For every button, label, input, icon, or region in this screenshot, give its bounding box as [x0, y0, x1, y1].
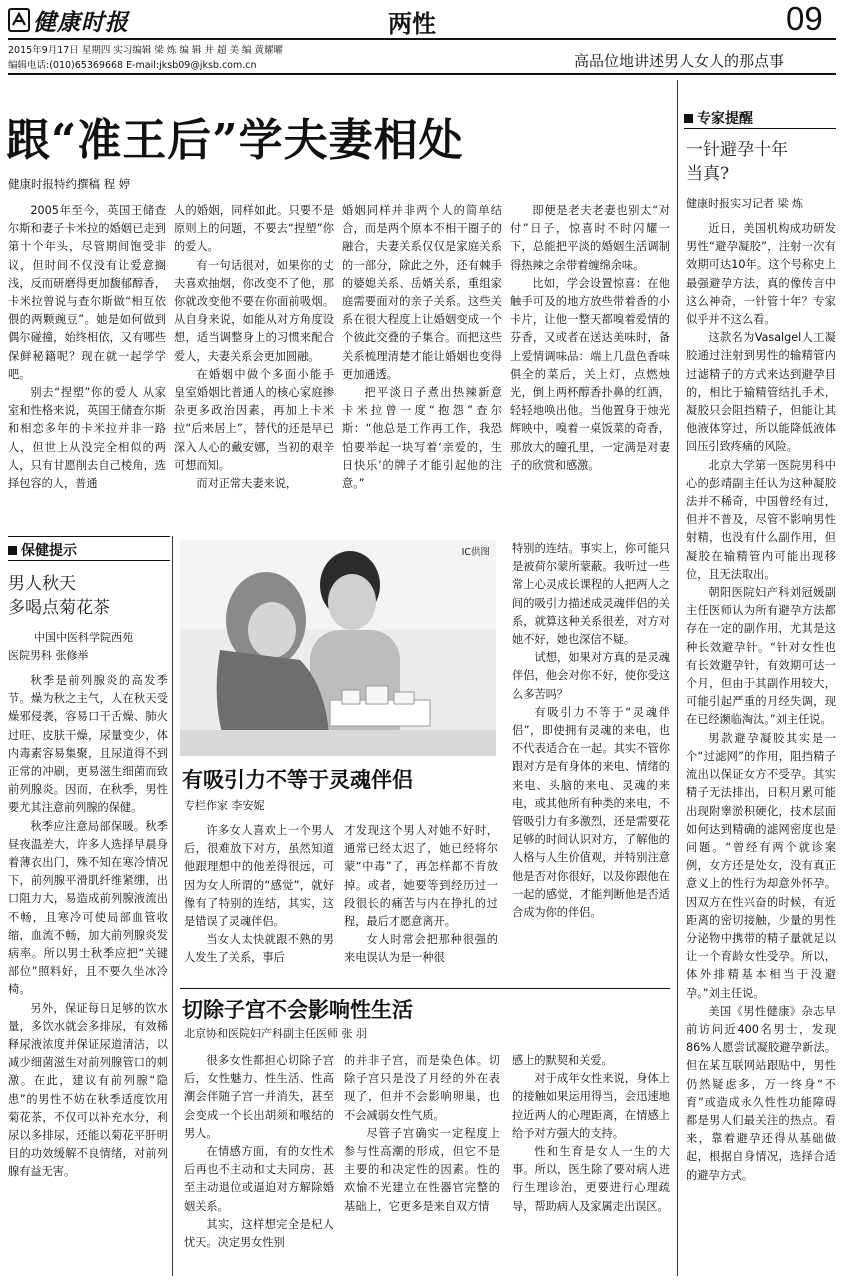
section-rule [684, 128, 836, 129]
section-rule [8, 560, 170, 561]
section-label-text: 保健提示 [21, 543, 77, 559]
paragraph: 2005年至今，英国王储查尔斯和妻子卡米拉的婚姻已走到第十个年头，尽管期间饱受非议，但时间不仅没有让爱意搁浅，反而研磨得更加馥郁醇香，卡米拉曾说与查尔斯做“相互依偎的两颗豌豆”。她是如何做到偶尔碰撞，始终相依，又有哪些保鲜秘籍呢？现在就一起学学吧。 [8, 204, 166, 381]
article3-col-1 [184, 1052, 334, 1276]
paragraph: 朝阳医院妇产科刘冠媛副主任医师认为所有避孕方法都存在一定的副作用，尤其是这种长效避孕针。“针对女性也有长效避孕针，有效期可达一个月，但由于其副作用较大，可能引起严重的月经失调，现在已经濒临淘汰。”刘主任说。 [686, 586, 836, 727]
paragraph: 美国《男性健康》杂志早前访问近400名男士，发现86%人愿尝试凝胶避孕新法。但在某互联网站跟贴中，男性仍然疑虑多，万一终身“不育”或造成永久性性功能障碍都是男人们最关注的热点。看来，靠着避孕还得从基础做起，根据自身情况，选择合适的避孕方式。 [686, 1004, 836, 1182]
expert-byline: 健康时报实习记者 梁 炼 [686, 197, 803, 210]
column-divider [172, 536, 173, 1276]
paragraph: 试想，如果对方真的是灵魂伴侣，他会对你不好，使你受这么多苦吗？ [512, 651, 670, 701]
column-divider [677, 80, 678, 1276]
contact-line: 编辑电话:(010)65369668 E-mail:jksb09@jksb.com.cn [8, 60, 257, 71]
square-bullet-icon [684, 114, 693, 123]
date-line: 2015年9月17日 星期四 实习编辑 梁 炼 编 辑 井 超 美 编 黄耀曜 [8, 45, 284, 56]
paragraph: 尽管子宫确实一定程度上参与性高潮的形成，但它不是主要的和决定性的因素。性的欢愉不光建立在性器官完整的基础上，它更多是来自双方情 [344, 1126, 500, 1213]
main-col-3 [342, 202, 502, 534]
article2-headline: 有吸引力不等于灵魂伴侣 [182, 767, 413, 792]
main-col-2 [174, 202, 334, 534]
paragraph: 秋季是前列腺炎的高发季节。燥为秋之主气，人在秋天受燥邪侵袭，容易口干舌燥、肺火过旺、皮肤干燥，尿量变少，体内毒素容易集聚，且尿道得不到正常的冲刷，更易滋生细菌而致前列腺炎。因而，在秋季，男性要尤其注意前列腺的保健。 [8, 674, 168, 815]
paragraph: 女人时常会把那种很强的来电误认为是一种很 [344, 933, 498, 965]
tagline: 高品位地讲述男人女人的那点事 [574, 52, 785, 70]
paragraph: 才发现这个男人对她不好时，通常已经太迟了，她已经将尔蒙“中毒”了，再怎样都不肯放掉。或者，她要等到经历过一段很长的痛苦与内在挣扎的过程，最后才愿意离开。 [344, 824, 498, 929]
main-headline: 跟“准王后”学夫妻相处 [6, 115, 464, 166]
paragraph: 其实，这样想完全是杞人忧天。决定男女性别 [184, 1217, 334, 1250]
paragraph: 性和生育是女人一生的大事。所以，医生除了要对病人进行生理诊治，更要进行心理疏导，帮助病人及家属走出误区。 [512, 1145, 670, 1213]
paragraph: 人的婚姻，同样如此。只要不是原则上的问题，不要去“捏塑”你的爱人。 [174, 204, 334, 254]
article2-byline: 专栏作家 李安妮 [184, 799, 265, 812]
paragraph: 比如，学会设置惊喜：在他触手可及的地方放些带着香的小卡片，让他一整天都嗅着爱情的芬香，又或者在送达美味时，备上爱情调味品：端上几盘色香味俱全的菜后，关上灯，点燃烛光，倒上两杯醇香扑鼻的红酒，轻轻地唤出他。当他置身于烛光辉映中，嗅着一桌饭菜的奇香，那放大的瞳孔里，一定满是对妻子的欣赏和感激。 [510, 276, 670, 472]
paragraph: 这款名为Vasalgel人工凝胶通过注射到男性的输精管内过滤精子的方式来达到避孕目的，相比于输精管结扎手术，凝胶只会阻挡精子，但能让其他液体穿过，所以能降低液体回压引致疼痛的风险。 [686, 331, 836, 454]
paragraph: 男款避孕凝胶其实是一个“过滤网”的作用，阻挡精子流出以保证女方不受孕。其实精子无法排出，日积月累可能出现附睾淤积硬化，技术层面如何达到精确的滤网密度也是问题。“曾经有两个就诊案例，女方还是处女，没有真正意义上的性行为却意外怀孕。因双方在性兴奋的时候，有近距离的密切接触，少量的男性分泌物中携带的精子量就足以让一个育龄女性受孕。所以，体外排精基本相当于没避孕。”刘主任说。 [686, 731, 836, 1000]
paragraph: 北京大学第一医院男科中心的彭靖副主任认为这种凝胶法并不稀奇，中国曾经有过，但并不普及，尽管不影响男性射精，也没有什么副作用，但凝胶在输精管内可能出现移位，且无法取出。 [686, 458, 836, 581]
paragraph: 特别的连结。事实上，你可能只是被荷尔蒙所蒙蔽。我听过一些常上心灵成长课程的人把两人之间的吸引力描述成灵魂伴侣的关系，就算这种关系很差，对方对她不好，她也深信不疑。 [512, 542, 670, 647]
article2-col-1 [184, 822, 334, 982]
paragraph: 别去“捏塑”你的爱人 从家室和性格来说，英国王储查尔斯和相恋多年的卡米拉并非一路人，但世上从没完全相似的两人，只有甘愿削去自己棱角，选择包容的人，普通 [8, 386, 166, 491]
expert-section-label [684, 108, 753, 128]
health-section-label [8, 540, 77, 560]
paragraph: 有吸引力不等于“灵魂伴侣”，即使拥有灵魂的来电，也不代表适合在一起。其实不管你跟对方是有身体的来电、情绪的来电、头脑的来电、灵魂的来电，或其他所有种类的来电，不管吸引力有多激烈，还是需要花足够的时间认识对方，了解他的人格与人生价值观，并特别注意他是否对你很好，以及你跟他在一起的感觉，才能判断他是否适合成为你的伴侣。 [512, 705, 670, 920]
paragraph: 感上的默契和关爱。 [512, 1054, 613, 1067]
paragraph: 而对正常夫妻来说， [196, 477, 298, 491]
logo-emblem-icon [8, 8, 30, 32]
paragraph: 在婚姻中做个多面小能手 皇室婚姻比普通人的核心家庭掺杂更多政治因素，再加上卡米拉“后来居上”，替代的还是早已深入人心的戴安娜，当初的艰辛可想而知。 [174, 367, 334, 472]
expert-title-line-1: 一针避孕十年 [686, 140, 788, 160]
paragraph: 在情感方面，有的女性术后再也不主动和丈夫同房，甚至主动退位或逼迫对方解除婚姻关系。 [184, 1145, 334, 1213]
paragraph: 婚姻同样并非两个人的简单结合，而是两个原本不相干圈子的融合，夫妻关系仅仅是家庭关系的一部分，除此之外，还有棘手的婆媳关系、岳婿关系，重组家庭需要面对的亲子关系。这些关系在很大程度上让婚姻变成一个个彼此交叠的子集合。而把这些关系梳理清楚才能让婚姻也变得更加通透。 [342, 204, 502, 381]
paragraph: 即便是老夫老妻也别太“对付”日子，惊喜时不时闪耀一下，总能把平淡的婚姻生活调制得热辣之余带着缠绵余味。 [510, 204, 670, 272]
paragraph: 当女人太快就跟不熟的男人发生了关系，事后 [184, 933, 334, 965]
logo-text: 健康时报 [33, 8, 129, 36]
couple-photo [180, 540, 496, 756]
health-text [8, 672, 168, 1276]
health-byline-1: 中国中医科学院西苑 [34, 631, 133, 644]
left-section-top-rule [8, 536, 170, 537]
article-separator [180, 988, 670, 989]
health-byline-2: 医院男科 张修举 [8, 649, 89, 662]
masthead-bottom-rule [8, 73, 836, 75]
paragraph: 近日，美国机构成功研发男性“避孕凝胶”，注射一次有效期可达10年。这个号称史上最强避孕方法，真的像传言中这么神奇，一针管十年？专家似乎并不这么看。 [686, 222, 836, 327]
article2-col-3 [512, 540, 670, 980]
health-title-line-2: 多喝点菊花茶 [8, 598, 110, 618]
photo-credit: IC供图 [461, 547, 490, 558]
paragraph: 许多女人喜欢上一个男人后，很难放下对方，虽然知道他跟理想中的他差得很远，可因为女人所谓的“感觉”，就好像有了特别的连结，其实，这是错误了灵魂伴侣。 [184, 824, 334, 929]
main-byline: 健康时报特约撰稿 程 婷 [8, 177, 131, 191]
expert-title-line-2: 当真? [686, 164, 730, 184]
paragraph: 很多女性都担心切除子宫后，女性魅力、性生活、性高潮会伴随子宫一并消失，甚至会变成一个长出胡须和喉结的男人。 [184, 1054, 334, 1140]
article3-col-2 [344, 1052, 500, 1276]
article3-col-3 [512, 1052, 670, 1276]
masthead [0, 0, 844, 76]
expert-text [686, 220, 836, 1276]
paragraph: 的并非子宫，而是染色体。切除子宫只是没了月经的外在表现了，但并不会影响卵巢，也不会减弱女性气质。 [344, 1054, 500, 1122]
paragraph: 有一句话很对，如果你的丈夫喜欢抽烟，你改变不了他，那你就改变他不要在你面前吸烟。从自身来说，如能从对方角度设想，适当调整身上的习惯来配合爱人，夫妻关系会更加圆融。 [174, 258, 334, 363]
article3-headline: 切除子宫不会影响性生活 [182, 997, 413, 1022]
section-title: 两性 [388, 9, 436, 38]
square-bullet-icon [8, 546, 17, 555]
health-title-line-1: 男人秋天 [8, 574, 76, 594]
paragraph: 另外，保证每日足够的饮水量，多饮水就会多排尿，有效稀释尿液浓度并保证尿道清洁，以减少细菌滋生对前列腺管口的刺激。在此，建议有前列腺“隐患”的男性不妨在秋季适度饮用菊花茶，不仅可以补充水分，利尿以多排尿，还能以菊花平肝明目的功效缓解不良情绪，对前列腺有益无害。 [8, 1001, 168, 1179]
article3-byline: 北京协和医院妇产科副主任医师 张 羽 [184, 1027, 367, 1040]
article2-col-2 [344, 822, 498, 982]
section-label-text: 专家提醒 [697, 111, 753, 127]
newspaper-logo [8, 6, 129, 34]
masthead-top-rule [8, 38, 836, 40]
page-number: 09 [786, 0, 823, 37]
main-col-4 [510, 202, 670, 534]
paragraph: 秋季应注意局部保暖。秋季昼夜温差大，许多人选择早晨身着薄衣出门，殊不知在寒冷情况下，前列腺平滑肌纤维紧绷，出口阻力大，易造成前列腺液流出不畅，且寒冷可使局部血管收缩，血流不畅，加大前列腺炎发病率。所以男士秋季应把“关键部位”照料好，且不要久坐冰冷椅。 [8, 819, 168, 997]
paragraph: 把平淡日子煮出热辣新意 卡米拉曾一度“抱怨”查尔斯：“他总是工作再工作，我恐怕要举起一块写着‘亲爱的，生日快乐’的牌子才能引起他的注意。” [342, 386, 502, 491]
main-col-1 [8, 202, 166, 534]
paragraph: 对于成年女性来说，身体上的接触如果运用得当，会迅速地拉近两人的心理距离，在情感上给予对方强大的支持。 [512, 1072, 670, 1140]
